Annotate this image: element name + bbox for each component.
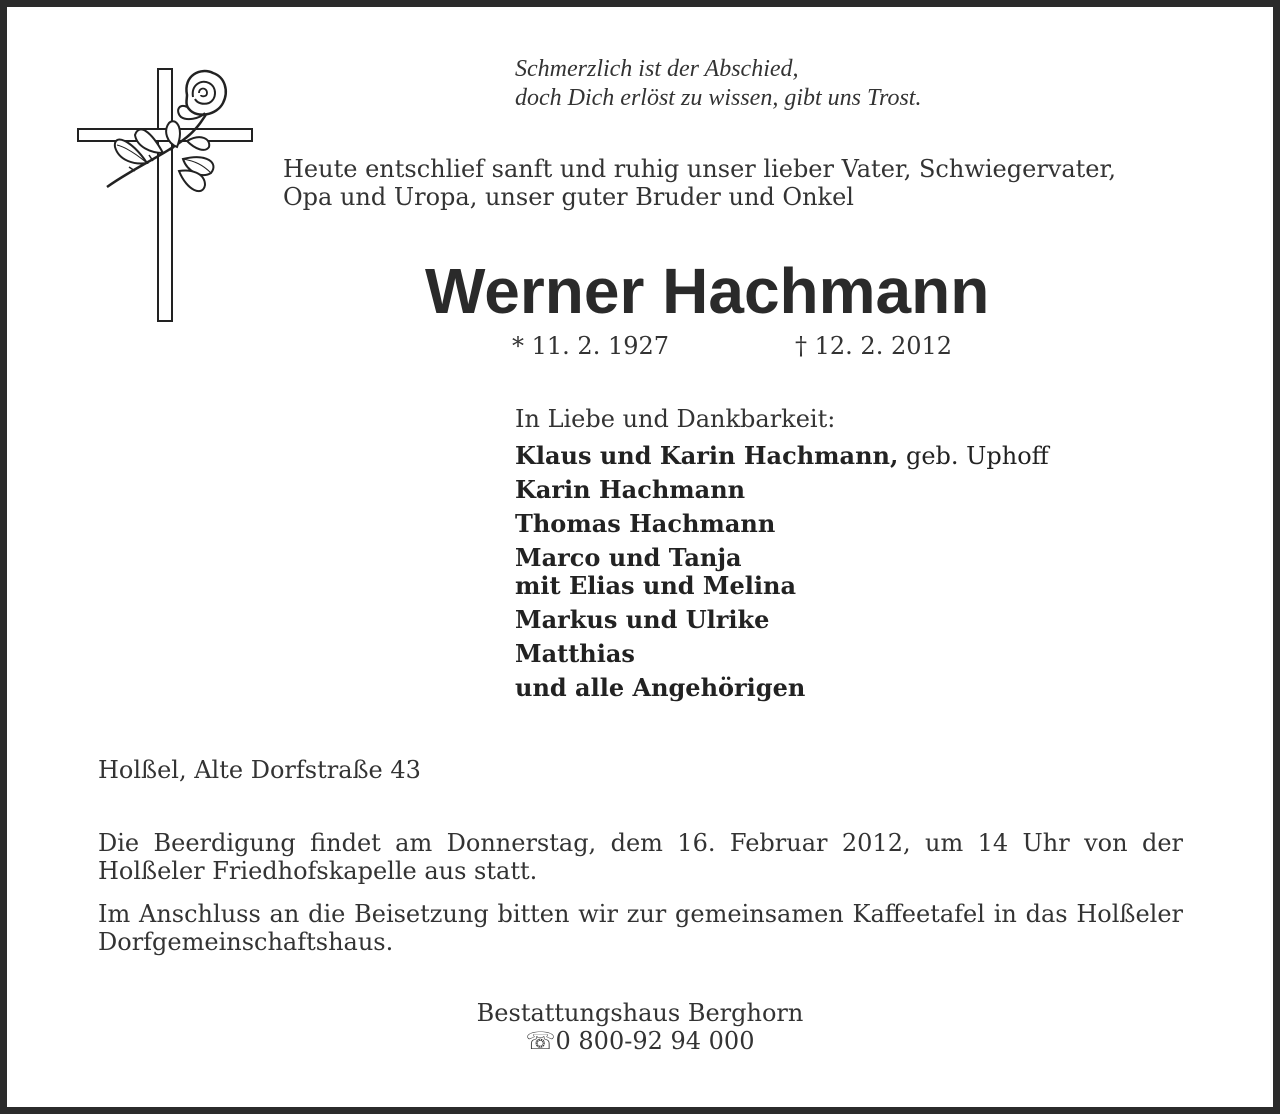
- mourner-entry: [515, 544, 1049, 600]
- motto-verse: [515, 55, 921, 113]
- mourner-entry: [515, 640, 1049, 668]
- intro-line-2: Opa und Uropa, unser guter Bruder und Onkel: [283, 183, 854, 211]
- reception-announcement: Im Anschluss an die Beisetzung bitten wir zur gemeinsamen Kaffeetafel in das Holßeler Dorfgemeinschaftshaus.: [98, 900, 1183, 956]
- mourner-maiden-name: geb. Uphoff: [898, 442, 1049, 470]
- mourner-name: Matthias: [515, 639, 635, 668]
- mourner-entry: [515, 476, 1049, 504]
- motto-line-2: doch Dich erlöst zu wissen, gibt uns Trost.: [515, 85, 922, 111]
- mourners-lead: In Liebe und Dankbarkeit:: [515, 405, 836, 433]
- mourner-name: Marco und Tanja: [515, 543, 742, 572]
- mourner-children: mit Elias und Melina: [515, 571, 797, 600]
- intro-text: [283, 155, 1193, 211]
- birth-date: * 11. 2. 1927: [512, 332, 670, 360]
- mourner-name: Karin Hachmann: [515, 475, 746, 504]
- death-date: † 12. 2. 2012: [795, 332, 953, 360]
- mourner-name: Klaus und Karin Hachmann,: [515, 441, 899, 470]
- mourners-list: [515, 404, 1049, 708]
- undertaker-phone: ☏0 800-92 94 000: [525, 1027, 755, 1055]
- mourner-entry: [515, 606, 1049, 634]
- undertaker-block: [7, 999, 1273, 1055]
- family-address: Holßel, Alte Dorfstraße 43: [98, 756, 421, 784]
- mourner-name: Thomas Hachmann: [515, 509, 776, 538]
- mourner-entry: [515, 442, 1049, 470]
- motto-line-1: Schmerzlich ist der Abschied,: [515, 56, 799, 82]
- mourner-entry: [515, 674, 1049, 702]
- undertaker-name: Bestattungshaus Berghorn: [476, 999, 804, 1027]
- deceased-name: Werner Hachmann: [425, 255, 990, 327]
- obituary-notice: [7, 7, 1273, 1107]
- mourner-name: Markus und Ulrike: [515, 605, 770, 634]
- intro-line-1: Heute entschlief sanft und ruhig unser lieber Vater, Schwiegervater,: [283, 155, 1116, 183]
- mourner-entry: [515, 510, 1049, 538]
- mourner-name: und alle Angehörigen: [515, 673, 806, 702]
- cross-with-rose-icon: [75, 67, 265, 341]
- funeral-announcement: Die Beerdigung findet am Donnerstag, dem 16. Februar 2012, um 14 Uhr von der Holßeler Friedhofskapelle aus statt.: [98, 829, 1183, 885]
